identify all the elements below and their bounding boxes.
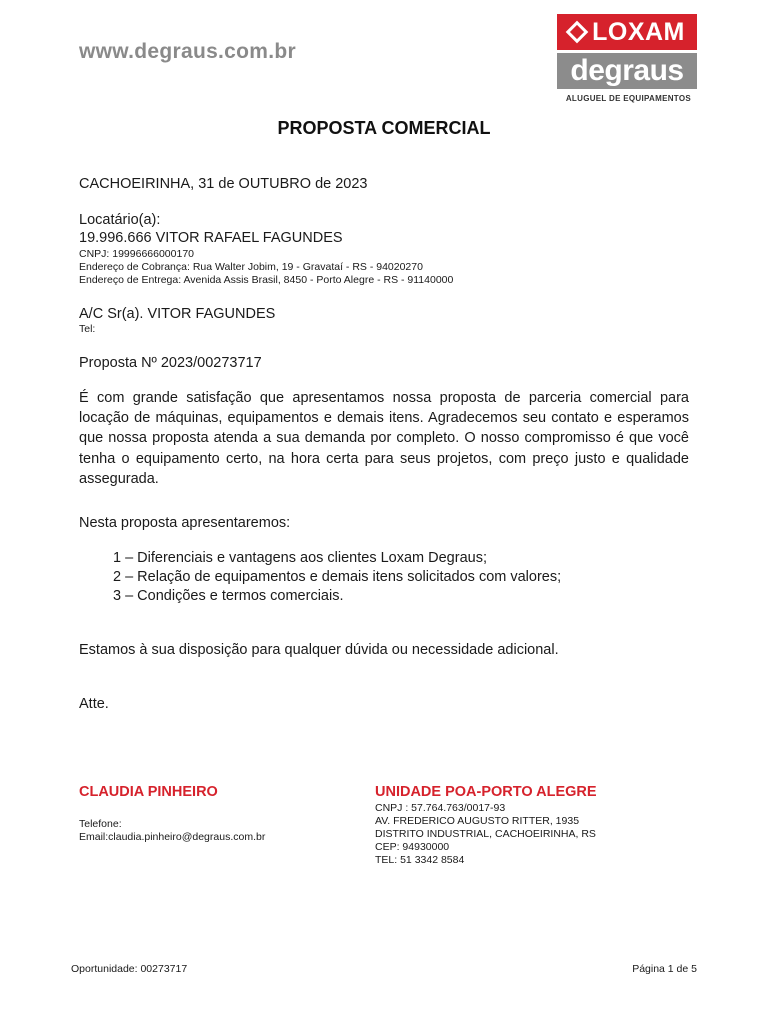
closing-text: Estamos à sua disposição para qualquer dúvida ou necessidade adicional. [79, 642, 559, 658]
attention-line: A/C Sr(a). VITOR FAGUNDES [79, 306, 276, 322]
logo-bottom-band [557, 53, 697, 89]
document-title: PROPOSTA COMERCIAL [277, 118, 491, 138]
attention-tel: Tel: [79, 323, 96, 335]
unit-address: AV. FREDERICO AUGUSTO RITTER, 1935 [375, 815, 580, 827]
unit-district: DISTRITO INDUSTRIAL, CACHOEIRINHA, RS [375, 828, 596, 840]
logo-brand-bottom: degraus [570, 54, 684, 87]
website-url: www.degraus.com.br [79, 40, 296, 63]
loxam-degraus-logo [557, 14, 697, 103]
seller-email: Email:claudia.pinheiro@degraus.com.br [79, 831, 266, 843]
intro-paragraph: É com grande satisfação que apresentamos nossa proposta de parceria comercial para locação de máquinas, equipamentos e demais itens. Agradecemos seu contato e esperamos que nossa proposta atenda a sua demanda por completo. O nosso compromisso é que você tenha o equipamento certo, na hora certa para seus projetos, com preço justo e qualidade assegurada. [79, 390, 689, 487]
delivery-address: Endereço de Entrega: Avenida Assis Brasil, 8450 - Porto Alegre - RS - 91140000 [79, 274, 454, 286]
list-intro: Nesta proposta apresentaremos: [79, 515, 291, 531]
unit-tel: TEL: 51 3342 8584 [375, 854, 465, 866]
footer-page-number: Página 1 de 5 [632, 963, 697, 975]
client-label: Locatário(a): [79, 212, 161, 228]
logo-top-band [557, 14, 697, 50]
footer-opportunity: Oportunidade: 00273717 [71, 963, 188, 975]
list-item: 1 – Diferenciais e vantagens aos clientes Loxam Degraus; [113, 550, 487, 566]
client-cnpj: CNPJ: 19996666000170 [79, 248, 195, 260]
client-name: 19.996.666 VITOR RAFAEL FAGUNDES [79, 230, 343, 246]
list-item: 3 – Condições e termos comerciais. [113, 588, 344, 604]
proposal-number: Proposta Nº 2023/00273717 [79, 355, 262, 371]
logo-tagline: ALUGUEL DE EQUIPAMENTOS [565, 94, 691, 103]
date-line: CACHOEIRINHA, 31 de OUTUBRO de 2023 [79, 176, 368, 192]
unit-cep: CEP: 94930000 [375, 841, 450, 853]
seller-name: CLAUDIA PINHEIRO [79, 784, 218, 800]
list-item: 2 – Relação de equipamentos e demais itens solicitados com valores; [113, 569, 562, 585]
unit-cnpj: CNPJ : 57.764.763/0017-93 [375, 802, 506, 814]
seller-phone: Telefone: [79, 818, 122, 830]
diamond-icon [566, 21, 589, 44]
unit-name: UNIDADE POA-PORTO ALEGRE [375, 784, 597, 800]
signoff: Atte. [79, 696, 109, 712]
logo-brand-top: LOXAM [592, 17, 685, 46]
billing-address: Endereço de Cobrança: Rua Walter Jobim, 19 - Gravataí - RS - 94020270 [79, 261, 423, 273]
